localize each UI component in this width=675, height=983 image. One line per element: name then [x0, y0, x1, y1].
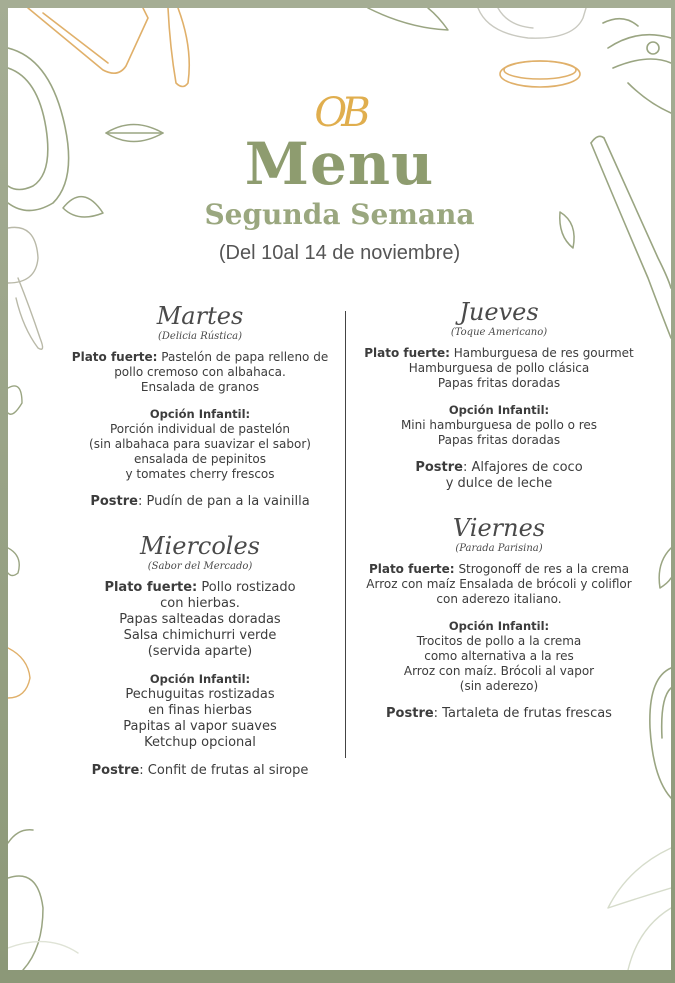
- date-range: (Del 10al 14 de noviembre): [218, 242, 461, 264]
- kids-option-label: Opción Infantil:: [448, 403, 550, 417]
- day-theme: (Sabor del Mercado): [147, 561, 253, 572]
- main-dish-line: Hamburguesa de pollo clásica: [408, 361, 590, 375]
- day-heading: Martes: [156, 302, 244, 330]
- kids-option-line: (sin aderezo): [459, 679, 539, 693]
- menu-page: [8, 8, 671, 970]
- day-theme: (Toque Americano): [450, 327, 548, 338]
- dessert-line: Postre: Confit de frutas al sirope: [91, 763, 309, 778]
- onion-icon: [478, 8, 586, 38]
- kids-option-label: Opción Infantil:: [149, 407, 251, 421]
- dessert-line: y dulce de leche: [445, 476, 553, 491]
- day-heading: Jueves: [459, 298, 539, 326]
- main-dish-line: con hierbas.: [160, 596, 240, 611]
- day-section-martes: [60, 302, 340, 510]
- main-dish-line: Plato fuerte: Pollo rostizado: [104, 580, 296, 595]
- kids-option-label: Opción Infantil:: [448, 619, 550, 633]
- main-dish-line: Plato fuerte: Hamburguesa de res gourmet: [364, 346, 634, 360]
- pea-pod-icon: [368, 8, 448, 30]
- dessert-line: Postre: Alfajores de coco: [415, 460, 583, 475]
- kids-option-line: Papitas al vapor suaves: [123, 719, 277, 734]
- kids-option-line: Arroz con maíz. Brócoli al vapor: [403, 664, 595, 678]
- leaf-icon: [8, 386, 22, 576]
- day-section-viernes: [354, 514, 644, 722]
- pepper-icon: [8, 830, 43, 970]
- kids-option-line: Porción individual de pastelón: [110, 422, 290, 436]
- carrot-slice-icon: [500, 61, 580, 87]
- main-dish-line: Papas salteadas doradas: [119, 612, 281, 627]
- kids-option-line: Trocitos de pollo a la crema: [416, 634, 582, 648]
- day-heading: Miercoles: [139, 532, 260, 560]
- kids-option-line: Ketchup opcional: [144, 735, 256, 750]
- kids-option-line: ensalada de pepinitos: [133, 452, 267, 466]
- page-subtitle: Segunda Semana: [204, 198, 475, 231]
- kids-option-line: Mini hamburguesa de pollo o res: [400, 418, 598, 432]
- main-dish-line: (servida aparte): [147, 644, 253, 659]
- main-dish-line: Plato fuerte: Strogonoff de res a la crema: [368, 562, 630, 576]
- main-dish-line: Papas fritas doradas: [437, 376, 561, 390]
- main-dish-line: con aderezo italiano.: [436, 592, 562, 606]
- main-dish-line: Salsa chimichurri verde: [123, 628, 277, 643]
- carrot-slice-icon: [8, 648, 30, 698]
- day-heading: Viernes: [452, 514, 546, 542]
- kids-option-line: Pechuguitas rostizadas: [125, 687, 275, 702]
- main-dish-line: Arroz con maíz Ensalada de brócoli y coliflor: [366, 577, 632, 591]
- page-title: Menu: [244, 130, 435, 198]
- carrot-slice-icon: [28, 8, 189, 87]
- main-dish-line: Ensalada de granos: [140, 380, 260, 394]
- dessert-line: Postre: Pudín de pan a la vainilla: [90, 494, 310, 509]
- dessert-line: Postre: Tartaleta de frutas frescas: [386, 706, 612, 721]
- main-dish-line: Plato fuerte: Pastelón de papa relleno de: [71, 350, 329, 364]
- kids-option-line: Papas fritas doradas: [437, 433, 561, 447]
- day-section-miercoles: [60, 532, 340, 779]
- leaf-icon: [608, 848, 671, 970]
- kids-option-label: Opción Infantil:: [149, 672, 251, 686]
- kids-option-line: y tomates cherry frescos: [125, 467, 275, 481]
- kids-option-line: en finas hierbas: [148, 703, 252, 718]
- day-theme: (Delicia Rústica): [158, 331, 242, 342]
- brand-logo: OB: [314, 90, 365, 136]
- leaf-icon: [8, 942, 78, 953]
- day-theme: (Parada Parisina): [455, 543, 543, 554]
- kids-option-line: (sin albahaca para suavizar el sabor): [89, 437, 311, 451]
- kids-option-line: como alternativa a la res: [424, 649, 574, 663]
- cucumber-icon: [650, 668, 671, 798]
- column-divider: [345, 311, 346, 758]
- main-dish-line: pollo cremoso con albahaca.: [114, 365, 286, 379]
- day-section-jueves: [354, 298, 644, 492]
